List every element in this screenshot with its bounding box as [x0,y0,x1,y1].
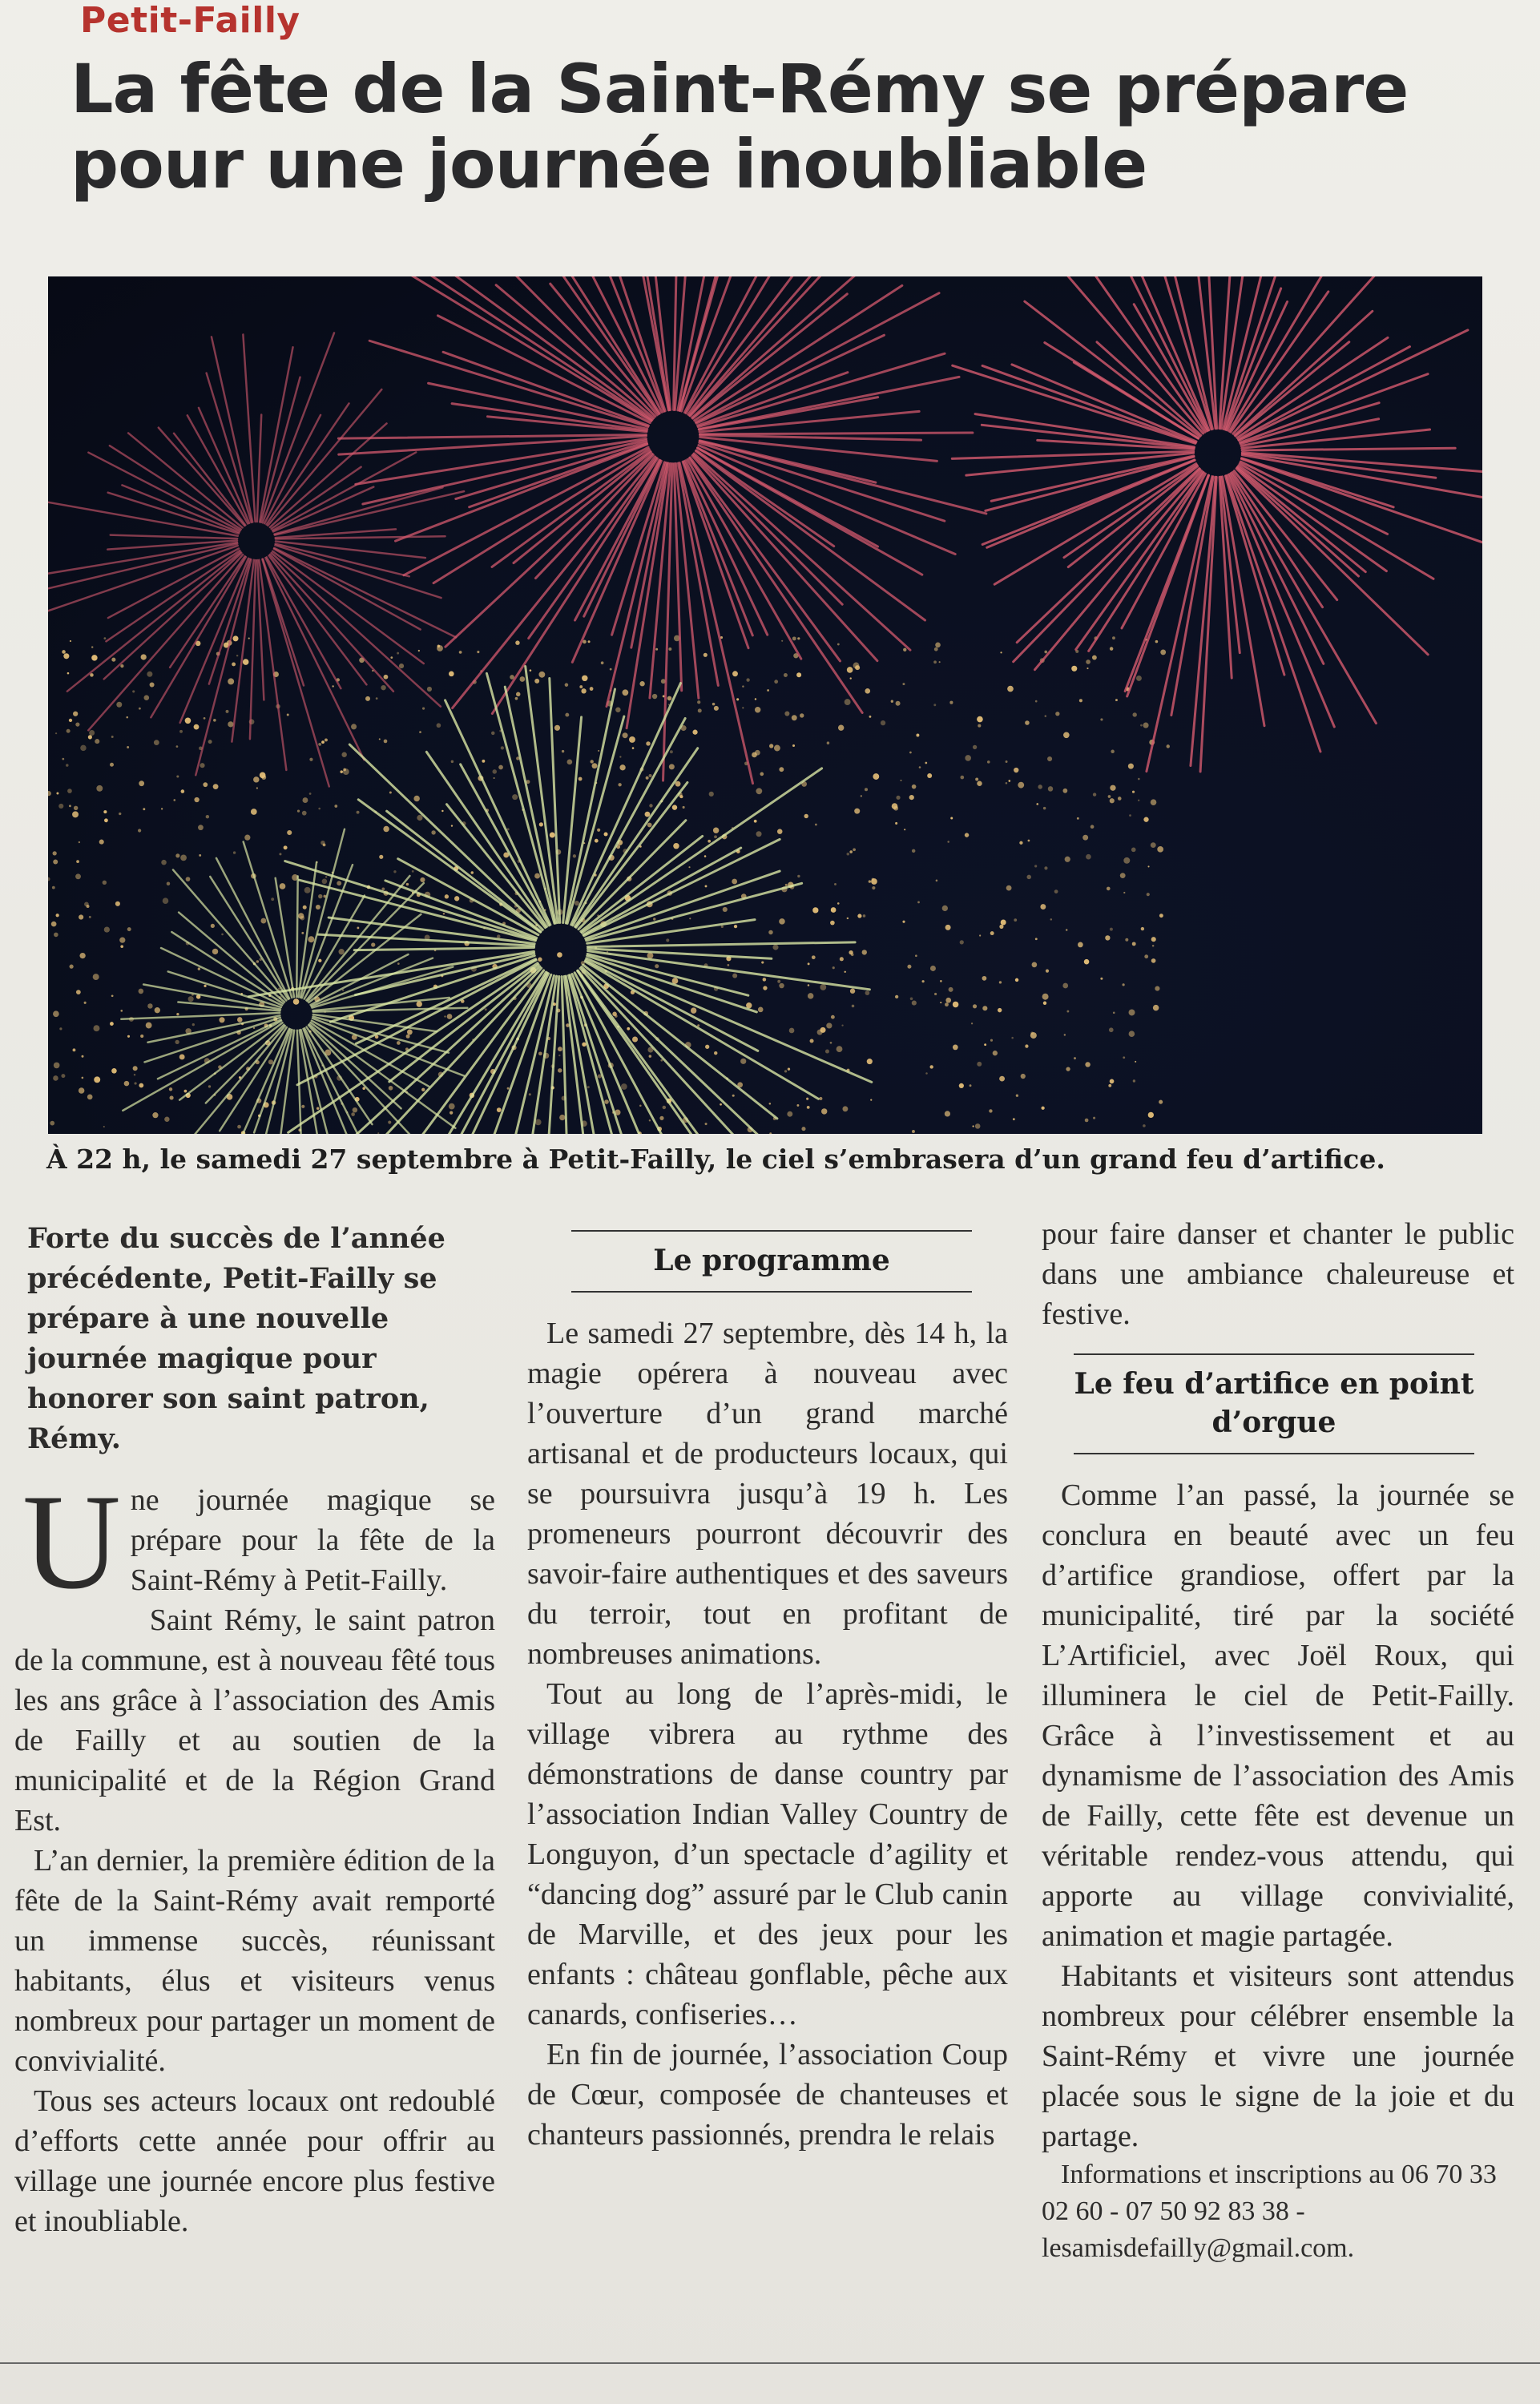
firework-burst-center [338,276,986,784]
paragraph-patron: Saint Rémy, le saint patron de la commune, est à nouveau fêté tous les ans grâce à l’association des Amis de Failly et au soutien de la municipalité et de la Région Grand Est. [14,1603,495,1837]
article-column-1 [14,1214,495,2241]
subhead-programme: Le programme [571,1230,972,1293]
paragraph-evening: En fin de journée, l’association Coup de Cœur, composée de chanteuses et chanteurs passionnés, prendra le relais [527,2038,1008,2152]
paragraph-efforts: Tous ses acteurs locaux ont redoublé d’efforts cette année pour offrir au village une journée encore plus festive et inoubliable. [14,2084,495,2238]
article-headline: La fête de la Saint-Rémy se prépare pour une journée inoubliable [71,50,1409,204]
fireworks-photo [48,276,1482,1134]
paragraph-intro [14,1466,495,1617]
firework-burst-right [952,276,1482,772]
fireworks-illustration [48,276,1482,1134]
rubric-label: Petit-Failly [80,0,300,41]
article-column-2 [527,1214,1008,2155]
subhead-fireworks: Le feu d’artifice en point d’orgue [1074,1353,1474,1454]
article-lead: Forte du succès de l’année précédente, Petit-Failly se prépare à une nouvelle journée magique pour honorer son saint patron, Rémy. [27,1222,445,1455]
firework-burst-left [48,333,464,786]
paragraph-intro-text: ne journée magique se prépare pour la fête de la Saint-Rémy à Petit-Failly. [130,1483,495,1597]
photo-caption: À 22 h, le samedi 27 septembre à Petit-Failly, le ciel s’embrasera d’un grand feu d’artifice. [46,1144,1385,1175]
paragraph-evening-continued: pour faire danser et chanter le public dans une ambiance chaleureuse et festive. [1042,1217,1514,1331]
paragraph-fireworks: Comme l’an passé, la journée se conclura en beauté avec un feu d’artifice grandiose, offert par la municipalité, tiré par la société L’Artificiel, avec Joël Roux, qui illuminera le ciel de Petit-Failly. Grâce à l’investissement et au dynamisme de l’association des Amis de Failly, cette fête est devenue un véritable rendez-vous attendu, qui apporte au village convivialité, animation et magie partagée. [1042,1478,1514,1953]
paragraph-programme: Le samedi 27 septembre, dès 14 h, la magie opérera à nouveau avec l’ouverture d’un grand marché artisanal et de producteurs locaux, qui se poursuivra jusqu’à 19 h. Les promeneurs pourront découvrir des savoir-faire authentiques et des saveurs du terroir, tout en profitant de nombreuses animations. [527,1317,1008,1671]
paragraph-afternoon: Tout au long de l’après-midi, le village vibrera au rythme des démonstrations de danse country par l’association Indian Valley Country de Longuyon, d’un spectacle d’agility et “dancing dog” assuré par le Club canin de Marville, et des jeux pour les enfants : château gonflable, pêche aux canards, confiseries… [527,1677,1008,2031]
paragraph-invitation: Habitants et visiteurs sont attendus nombreux pour célébrer ensemble la Saint-Rémy et vivre une journée placée sous le signe de la joie et du partage. [1042,1959,1514,2153]
page-bottom-rule [0,2362,1540,2364]
contact-info: Informations et inscriptions au 06 70 33 02 60 - 07 50 92 83 38 - lesamisdefailly@gmail.com. [1042,2160,1497,2263]
drop-cap: U [22,1466,121,1617]
paragraph-last-year: L’an dernier, la première édition de la fête de la Saint-Rémy avait remporté un immense succès, réunissant habitants, élus et visiteurs venus nombreux pour partager un moment de convivialité. [14,1844,495,2078]
article-column-3 [1042,1214,1514,2267]
firework-burst-green [248,666,872,1134]
